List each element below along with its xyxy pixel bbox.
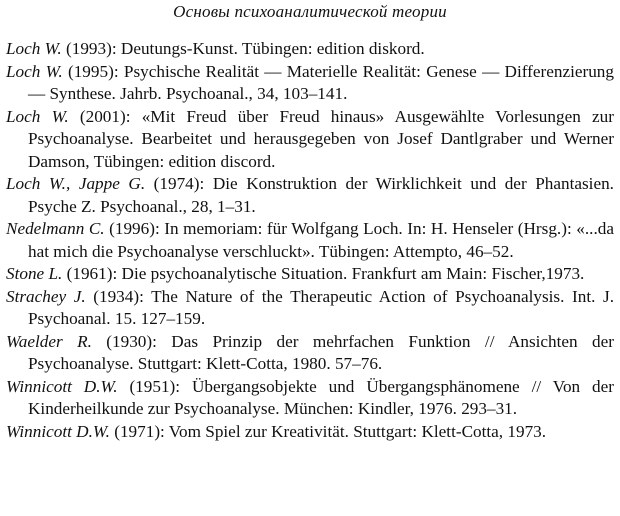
reference-author: Strachey J.	[6, 286, 86, 306]
reference-author: Loch W.	[6, 106, 69, 126]
reference-text: (1971): Vom Spiel zur Kreativität. Stuttgart: Klett-Cotta, 1973.	[109, 421, 547, 441]
reference-entry	[6, 331, 614, 376]
reference-entry	[6, 38, 614, 61]
reference-text: (1930): Das Prinzip der mehrfachen Funktion // Ansichten der Psychoanalyse. Stuttgart: Klett-Cotta, 1980. 57–76.	[28, 331, 614, 373]
reference-text: (1993): Deutungs-Kunst. Tübingen: edition diskord.	[61, 39, 425, 58]
reference-text: (1961): Die psychoanalytische Situation. Frankfurt am Main: Fischer,1973.	[62, 264, 585, 283]
reference-author: Winnicott D.W.	[6, 421, 110, 441]
reference-author: Loch W.	[6, 39, 62, 58]
reference-entry	[6, 61, 614, 106]
reference-author: Waelder R.	[6, 331, 92, 351]
reference-text: (1951): Übergangsobjekte und Übergangsphänomene // Von der Kinderheilkunde zur Psychoanalyse. München: Kindler, 1976. 293–31.	[28, 376, 614, 418]
reference-entry	[6, 376, 614, 421]
reference-entry	[6, 218, 614, 263]
reference-author: Winnicott D.W.	[6, 376, 118, 396]
reference-entry	[6, 173, 614, 218]
reference-entry	[6, 263, 614, 286]
reference-author: Stone L.	[6, 264, 63, 283]
reference-author: Nedelmann C.	[6, 219, 105, 238]
running-header: Основы психоаналитической теории	[173, 2, 447, 21]
reference-text: (1996): In memoriam: für Wolfgang Loch. In: H. Henseler (Hrsg.): «...da hat mich die Psychoanalyse verschluckt». Tübingen: Attempto, 46–52.	[28, 219, 614, 261]
reference-author: Loch W., Jappe G.	[6, 174, 146, 193]
reference-entry	[6, 421, 614, 444]
reference-entry	[6, 286, 614, 331]
reference-text: (1995): Psychische Realität — Materielle Realität: Genese — Differenzierung — Synthese. Jahrb. Psychoanal., 34, 103–141.	[28, 61, 614, 103]
reference-text: (1974): Die Konstruktion der Wirklichkeit und der Phantasien. Psyche Z. Psychoanal., 28, 1–31.	[28, 174, 614, 216]
reference-text: (2001): «Mit Freud über Freud hinaus» Ausgewählte Vorlesungen zur Psychoanalyse. Bearbeitet und herausgegeben von Josef Dantlgraber und Werner Damson, Tübingen: edition discord.	[28, 106, 614, 171]
reference-text: (1934): The Nature of the Therapeutic Action of Psychoanalysis. Int. J. Psychoanal. 15. 127–159.	[28, 286, 614, 328]
reference-list	[6, 38, 614, 443]
reference-entry	[6, 106, 614, 174]
reference-author: Loch W.	[6, 61, 63, 81]
